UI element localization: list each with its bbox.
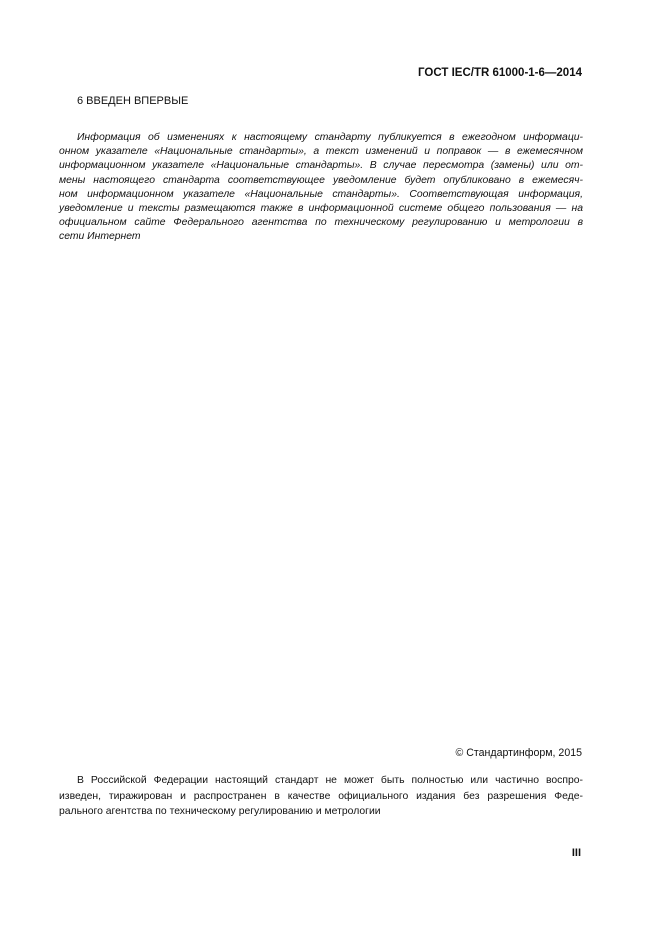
document-header-code: ГОСТ IEC/TR 61000-1-6—2014 <box>418 67 582 79</box>
reproduction-restriction-paragraph <box>59 773 583 820</box>
notice-line: рального агентства по техническому регулированию и метрологии <box>59 806 381 818</box>
page-number: III <box>571 847 581 859</box>
info-line: онном указателе «Национальные стандарты», а текст изменений и поправок — в ежемесячном <box>59 146 583 158</box>
info-line: уведомление и тексты размещаются также в информационной системе общего пользования — на <box>59 203 583 215</box>
section-6-introduced: 6 ВВЕДЕН ВПЕРВЫЕ <box>77 95 189 107</box>
amendments-info-paragraph <box>59 131 583 245</box>
notice-line: В Российской Федерации настоящий стандарт не может быть полностью или частично воспро- <box>77 775 583 786</box>
info-line: информационном указателе «Национальные стандарты». В случае пересмотра (замены) или от- <box>59 160 583 172</box>
info-line: сети Интернет <box>59 231 141 243</box>
info-line: мены настоящего стандарта соответствующее уведомление будет опубликовано в ежемесяч- <box>59 174 583 186</box>
info-line: ном информационном указателе «Национальные стандарты». Соответствующая информация, <box>59 188 583 200</box>
notice-line: изведен, тиражирован и распространен в качестве официального издания без разрешения Феде- <box>59 790 583 802</box>
info-line: официальном сайте Федерального агентства по техническому регулированию и метрологии в <box>59 217 583 229</box>
info-line: Информация об изменениях к настоящему стандарту публикуется в ежегодном информаци- <box>77 132 583 143</box>
copyright-notice: © Стандартинформ, 2015 <box>455 747 582 759</box>
